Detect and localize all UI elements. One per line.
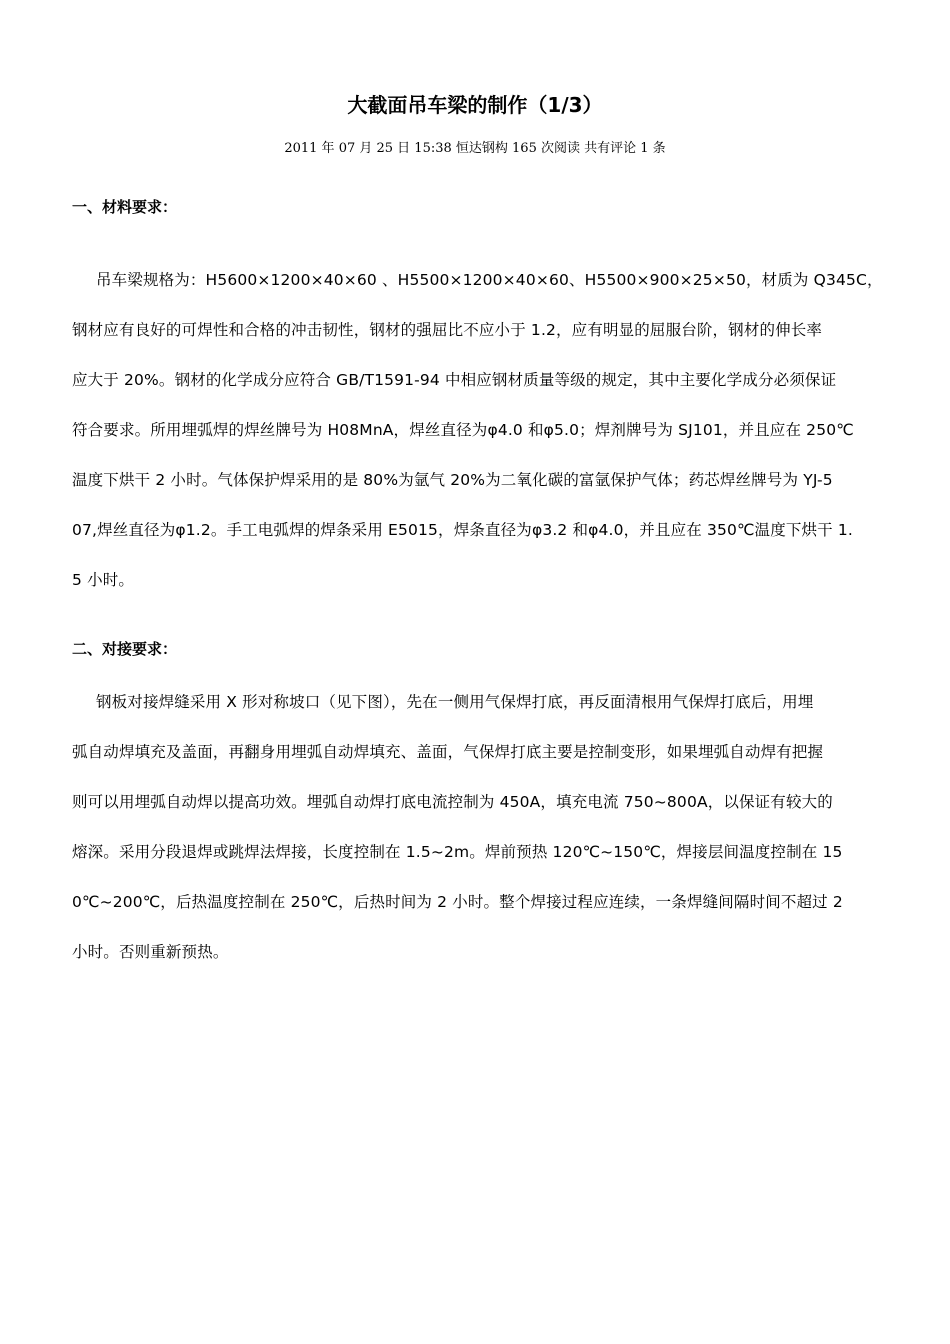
section-body-butt-joint: [72, 685, 884, 985]
section-heading-materials: 一、材料要求：: [72, 198, 178, 216]
paragraph-line: 则可以用埋弧自动焊以提高功效。埋弧自动焊打底电流控制为 450A，填充电流 750~800A，以保证有较大的: [72, 793, 833, 811]
paragraph-line: 5 小时。: [72, 571, 135, 589]
paragraph-line: 钢板对接焊缝采用 X 形对称坡口（见下图），先在一侧用气保焊打底，再反面清根用气保焊打底后，用埋: [96, 693, 814, 711]
section-body-materials: [72, 263, 884, 613]
section-heading-butt-joint: 二、对接要求：: [72, 640, 178, 658]
paragraph-line: 熔深。采用分段退焊或跳焊法焊接，长度控制在 1.5~2m。焊前预热 120℃~150℃，焊接层间温度控制在 15: [72, 843, 843, 861]
post-meta: 2011 年 07 月 25 日 15:38 恒达钢构 165 次阅读 共有评论 1 条: [284, 141, 666, 156]
paragraph-line: 钢材应有良好的可焊性和合格的冲击韧性，钢材的强屈比不应小于 1.2，应有明显的屈服台阶，钢材的伸长率: [72, 321, 823, 339]
paragraph-line: 07,焊丝直径为φ1.2。手工电弧焊的焊条采用 E5015，焊条直径为φ3.2 和φ4.0，并且应在 350℃温度下烘干 1.: [72, 521, 853, 539]
paragraph-line: 弧自动焊填充及盖面，再翻身用埋弧自动焊填充、盖面，气保焊打底主要是控制变形，如果埋弧自动焊有把握: [72, 743, 824, 761]
paragraph-line: 0℃~200℃，后热温度控制在 250℃，后热时间为 2 小时。整个焊接过程应连续，一条焊缝间隔时间不超过 2: [72, 893, 843, 911]
paragraph-line: 符合要求。所用埋弧焊的焊丝牌号为 H08MnA，焊丝直径为φ4.0 和φ5.0；焊剂牌号为 SJ101，并且应在 250℃: [72, 421, 854, 439]
paragraph-line: 温度下烘干 2 小时。气体保护焊采用的是 80%为氩气 20%为二氧化碳的富氩保护气体；药芯焊丝牌号为 YJ-5: [72, 471, 833, 489]
page-title: 大截面吊车梁的制作（1/3）: [347, 93, 603, 117]
paragraph-line: 应大于 20%。钢材的化学成分应符合 GB/T1591-94 中相应钢材质量等级的规定，其中主要化学成分必须保证: [72, 371, 837, 389]
paragraph-line: 小时。否则重新预热。: [72, 943, 229, 961]
paragraph-line: 吊车梁规格为：H5600×1200×40×60 、H5500×1200×40×60、H5500×900×25×50，材质为 Q345C，: [96, 271, 883, 289]
